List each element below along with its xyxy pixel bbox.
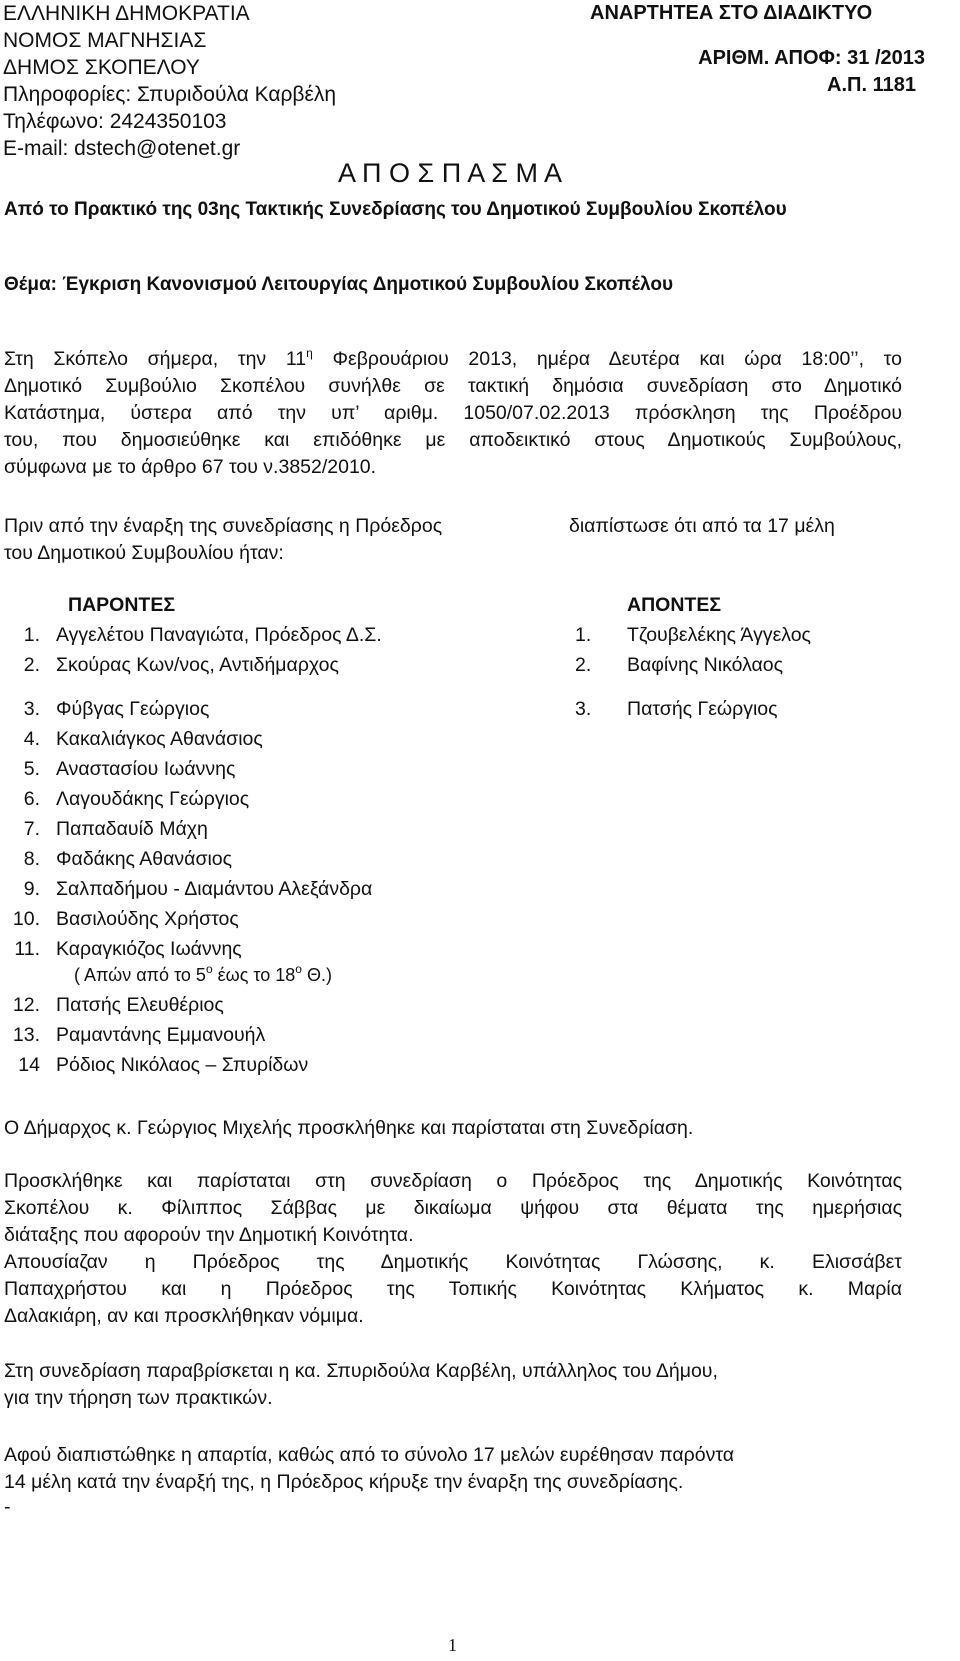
decision-number: ΑΡΙΘΜ. ΑΠΟΦ: 31 /2013 <box>698 47 925 69</box>
secretary-line-1: Στη συνεδρίαση παραβρίσκεται η κα. Σπυριδούλα Καρβέλη, υπάλληλος του Δήμου, <box>4 1360 718 1382</box>
community-line-2: Σκοπέλου κ. Φίλιππος Σάββας με δικαίωμα ψήφου στα θέματα της ημερήσιας <box>4 1197 902 1219</box>
present-item: 4. Κακαλιάγκος Αθανάσιος <box>23 728 263 750</box>
present-item: 6. Λαγουδάκης Γεώργιος <box>23 788 250 810</box>
present-item: 14 Ρόδιος Νικόλαος – Σπυρίδων <box>18 1054 309 1076</box>
header-line-info: Πληροφορίες: Σπυριδούλα Καρβέλη <box>3 83 337 106</box>
community-line-4: Απουσίαζαν η Πρόεδρος της Δημοτικής Κοινότητας Γλώσσης, κ. Ελισσάβετ <box>4 1251 902 1273</box>
header-line-municipality: ΔΗΜΟΣ ΣΚΟΠΕΛΟΥ <box>3 56 200 79</box>
present-item: 8. Φαδάκης Αθανάσιος <box>23 848 233 870</box>
document-title: Α Π Ο Σ Π Α Σ Μ Α <box>338 158 562 188</box>
absent-item: 3. Πατσής Γεώργιος <box>575 698 778 720</box>
present-item: 7. Παπαδαυίδ Μάχη <box>23 818 208 840</box>
present-item: 1. Αγγελέτου Παναγιώτα, Πρόεδρος Δ.Σ. <box>23 624 382 646</box>
present-item: 10. Βασιλούδης Χρήστος <box>12 908 239 930</box>
community-line-6: Δαλακιάρη, αν και προσκλήθηκαν νόμιμα. <box>4 1305 364 1327</box>
quorum-dash: - <box>4 1496 11 1518</box>
present-item: 2. Σκούρας Κων/νος, Αντιδήμαρχος <box>23 654 339 676</box>
secretary-line-2: για την τήρηση των πρακτικών. <box>4 1387 273 1409</box>
community-line-3: διάταξης που αφορούν την Δημοτική Κοινότητα. <box>4 1224 414 1246</box>
page-number: 1 <box>448 1635 457 1655</box>
present-item: 9. Σαλπαδήμου - Διαμάντου Αλεξάνδρα <box>23 878 373 900</box>
present-item: 13. Ραμαντάνης Εμμανουήλ <box>12 1024 266 1046</box>
quorum-line-1: Αφού διαπιστώθηκε η απαρτία, καθώς από το σύνολο 17 μελών ευρέθησαν παρόντα <box>4 1444 735 1466</box>
intro-line-5: σύμφωνα με το άρθρο 67 του ν.3852/2010. <box>4 456 377 478</box>
absent-item: 1. Τζουβελέκης Άγγελος <box>575 624 811 646</box>
present-item: 12. Πατσής Ελευθέριος <box>12 994 224 1016</box>
present-item: 3. Φύβγας Γεώργιος <box>23 698 210 720</box>
subject-line: Θέμα: Έγκριση Κανονισμού Λειτουργίας Δημοτικού Συμβουλίου Σκοπέλου <box>4 274 674 295</box>
absence-note: ( Απών από το $5^o$ έως το $18^o$ Θ.) <box>74 962 332 985</box>
header-line-prefecture: ΝΟΜΟΣ ΜΑΓΝΗΣΙΑΣ <box>3 29 207 52</box>
quorum-line-2: 14 μέλη κατά την έναρξή της, η Πρόεδρος κήρυξε την έναρξη της συνεδρίασης. <box>4 1471 684 1493</box>
present-item: 5. Αναστασίου Ιωάννης <box>23 758 236 780</box>
community-line-5: Παπαχρήστου και η Πρόεδρος της Τοπικής Κοινότητας Κλήματος κ. Μαρία <box>4 1278 902 1300</box>
absent-item: 2. Βαφίνης Νικόλαος <box>575 654 784 676</box>
intro-line-4: του, που δημοσιεύθηκε και επιδόθηκε με αποδεικτικό στους Δημοτικούς Συμβούλους, <box>4 429 902 451</box>
present-heading: ΠΑΡΟΝΤΕΣ <box>68 594 176 616</box>
absent-heading: ΑΠΟΝΤΕΣ <box>627 594 722 616</box>
intro-line-1: Στη Σκόπελο σήμερα, την $11^\eta$ Φεβρουάριου 2013, ημέρα Δευτέρα και ώρα 18:00’’, το <box>4 346 902 370</box>
quorum-intro-line-2: του Δημοτικού Συμβουλίου ήταν: <box>4 542 284 564</box>
quorum-intro-line-1a: Πριν από την έναρξη της συνεδρίασης η Πρόεδρος <box>4 515 443 537</box>
document-subtitle: Από το Πρακτικό της 03ης Τακτικής Συνεδρίασης του Δημοτικού Συμβουλίου Σκοπέλου <box>4 199 787 220</box>
protocol-number: Α.Π. 1181 <box>827 74 916 96</box>
present-item: 11. Καραγκιόζος Ιωάννης <box>14 938 242 960</box>
mayor-paragraph: Ο Δήμαρχος κ. Γεώργιος Μιχελής προσκλήθηκε και παρίσταται στη Συνεδρίαση. <box>4 1117 694 1139</box>
header-line-email: E-mail: dstech@otenet.gr <box>3 137 241 160</box>
header-line-phone: Τηλέφωνο: 2424350103 <box>3 110 227 133</box>
quorum-intro-line-1b: διαπίστωσε ότι από τα 17 μέλη <box>569 515 835 537</box>
intro-line-2: Δημοτικό Συμβούλιο Σκοπέλου συνήλθε σε τακτική δημόσια συνεδρίαση στο Δημοτικό <box>4 375 902 397</box>
intro-line-3: Κατάστημα, ύστερα από την υπ’ αριθμ. 1050/07.02.2013 πρόσκληση της Προέδρου <box>4 402 902 424</box>
posted-online-label: ΑΝΑΡΤΗΤΕΑ ΣΤΟ ΔΙΑΔΙΚΤΥΟ <box>590 2 873 24</box>
community-line-1: Προσκλήθηκε και παρίσταται στη συνεδρίαση ο Πρόεδρος της Δημοτικής Κοινότητας <box>4 1170 902 1192</box>
header-line-republic: ΕΛΛΗΝΙΚΗ ΔΗΜΟΚΡΑΤΙΑ <box>3 2 250 25</box>
